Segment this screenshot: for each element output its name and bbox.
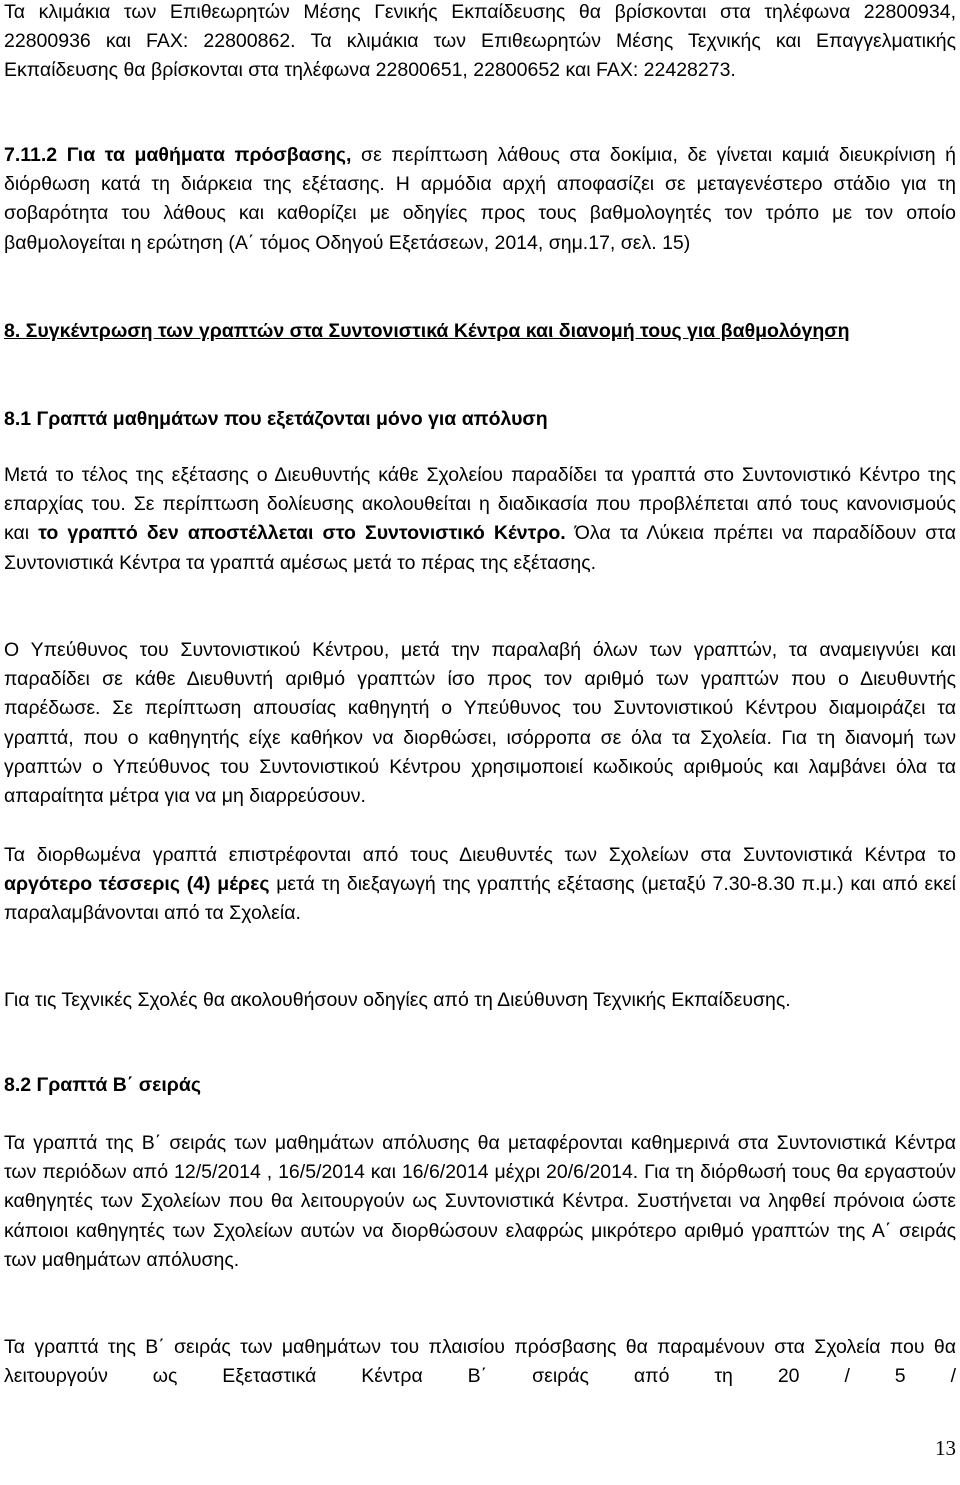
paragraph-7-11-2 <box>4 141 956 258</box>
s81-p3-text-c: μετά τη διεξαγωγή της γραπτής εξέτασης (μεταξύ 7.30-8.30 π.μ.) και από εκεί παραλαμβάνονται από τα Σχολεία. <box>4 873 956 925</box>
text-7-11-2: σε περίπτωση λάθους στα δοκίμια, δε γίνεται καμιά διευκρίνιση ή διόρθωση κατά τη διάρκεια της εξέτασης. Η αρμόδια αρχή αποφασίζει σε μεταγενέστερο στάδιο για τη σοβαρότητα του λάθους και καθορίζει με οδηγίες προς τους βαθμολογητές τον τρόπο με τον οποίο βαθμολογείται η ερώτηση (Α΄ τόμος Οδηγού Εξετάσεων, 2014, σημ.17, σελ. 15) <box>4 144 956 254</box>
intro-text: Τα κλιμάκια των Επιθεωρητών Μέσης Γενικής Εκπαίδευσης θα βρίσκονται στα τηλέφωνα 22800934, 22800936 και FAX: 22800862. Τα κλιμάκια των Επιθεωρητών Μέσης Τεχνικής και Επαγγελματικής Εκπαίδευσης θα βρίσκονται στα τηλέφωνα 22800651, 22800652 και FAX: 22428273. <box>4 1 956 82</box>
intro-paragraph <box>4 0 956 86</box>
s82-p2-text: Τα γραπτά της Β΄ σειράς των μαθημάτων του πλαισίου πρόσβασης θα παραμένουν στα Σχολεία που θα λειτουργούν ως Εξεταστικά Κέντρα Β΄ σειράς από τη 20 / 5 / <box>4 1336 956 1388</box>
s81-p1-text-c: Όλα τα Λύκεια πρέπει να παραδίδουν στα Συντονιστικά Κέντρα τα γραπτά αμέσως μετά το πέρας της εξέτασης. <box>4 522 956 574</box>
section-8-1-heading-text: 8.1 Γραπτά μαθημάτων που εξετάζονται μόνο για απόλυση <box>4 408 548 430</box>
s82-p1-text: Τα γραπτά της Β΄ σειράς των μαθημάτων απόλυσης θα μεταφέρονται καθημερινά στα Συντονιστικά Κέντρα των περιόδων από 12/5/2014 , 16/5/2014 και 16/6/2014 μέχρι 20/6/2014. Για τη διόρθωσή τους θα εργαστούν καθηγητές των Σχολείων που θα λειτουργούν ως Συντονιστικά Κέντρα. Συστήνεται να ληφθεί πρόνοια ώστε κάποιοι καθηγητές των Σχολείων αυτών να διορθώσουν ελαφρώς μικρότερο αριθμό γραπτών της Α΄ σειράς των μαθημάτων απόλυσης. <box>4 1132 956 1271</box>
s81-p1-text-a: Μετά το τέλος της εξέτασης ο Διευθυντής κάθε Σχολείου παραδίδει τα γραπτά στο Συντονιστικό Κέντρο της επαρχίας του. Σε περίπτωση δολίευσης ακολουθείται η διαδικασία που προβλέπεται από τους κανονισμούς και <box>4 464 956 545</box>
section-8-1-heading <box>4 405 956 434</box>
section-8-2-heading-text: 8.2 Γραπτά Β΄ σειράς <box>4 1074 201 1096</box>
s81-p3-text-bold: αργότερο τέσσερις (4) μέρες <box>4 873 270 896</box>
section-8-1-paragraph-2 <box>4 636 956 811</box>
section-8-heading-text: 8. Συγκέντρωση των γραπτών στα Συντονιστικά Κέντρα και διανομή τους για βαθμολόγηση <box>4 320 850 342</box>
section-8-1-paragraph-1 <box>4 461 956 578</box>
section-8-2-paragraph-1 <box>4 1129 956 1275</box>
page-number: 13 <box>935 1436 956 1460</box>
section-8-1-paragraph-4 <box>4 986 956 1015</box>
heading-7-11-2: 7.11.2 Για τα μαθήματα πρόσβασης, <box>4 144 352 166</box>
s81-p1-text-bold: το γραπτό δεν αποστέλλεται στο Συντονιστικό Κέντρο. <box>38 522 566 545</box>
s81-p4-text: Για τις Τεχνικές Σχολές θα ακολουθήσουν οδηγίες από τη Διεύθυνση Τεχνικής Εκπαίδευσης. <box>4 989 791 1011</box>
s81-p2-text: Ο Υπεύθυνος του Συντονιστικού Κέντρου, μετά την παραλαβή όλων των γραπτών, τα αναμειγνύει και παραδίδει σε κάθε Διευθυντή αριθμό γραπτών ίσο προς τον αριθμό των γραπτών που ο Διευθυντής παρέδωσε. Σε περίπτωση απουσίας καθηγητή ο Υπεύθυνος του Συντονιστικού Κέντρου διαμοιράζει τα γραπτά, που ο καθηγητής είχε καθήκον να διορθώσει, ισόρροπα σε όλα τα Σχολεία. Για τη διανομή των γραπτών ο Υπεύθυνος του Συντονιστικού Κέντρου χρησιμοποιεί κωδικούς αριθμούς και λαμβάνει όλα τα απαραίτητα μέτρα για να μη διαρρεύσουν. <box>4 639 956 808</box>
section-8-heading <box>4 317 956 346</box>
s81-p3-text-a: Τα διορθωμένα γραπτά επιστρέφονται από τους Διευθυντές των Σχολείων στα Συντονιστικά Κέντρα το <box>4 844 956 866</box>
section-8-1-paragraph-3 <box>4 841 956 929</box>
section-8-2-paragraph-2 <box>4 1333 956 1391</box>
section-8-2-heading <box>4 1071 956 1100</box>
